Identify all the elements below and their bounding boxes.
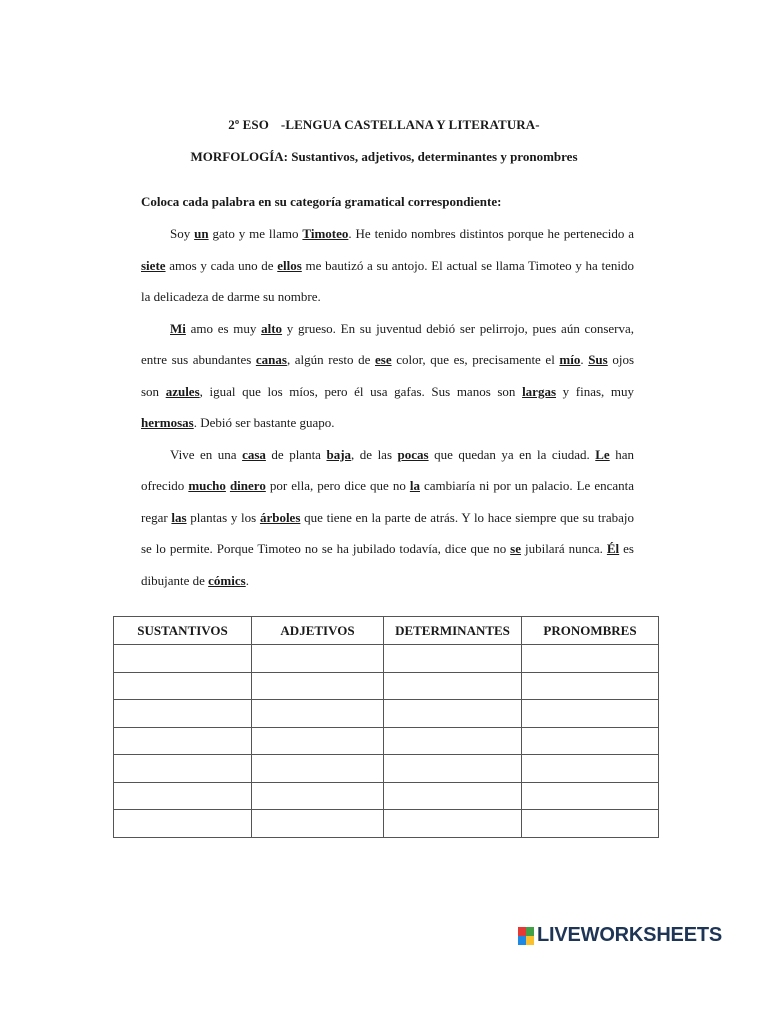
underlined-word: canas <box>255 352 287 367</box>
table-row <box>114 727 659 755</box>
underlined-word: siete <box>141 257 166 273</box>
course-level: 2º ESO <box>228 117 269 132</box>
underlined-word: largas <box>522 383 557 399</box>
table-cell[interactable] <box>252 755 384 783</box>
underlined-word: Timoteo <box>302 226 349 241</box>
underlined-word: Mi <box>170 320 186 336</box>
table-cell[interactable] <box>114 700 252 728</box>
paragraph-2: Mi amo es muy alto y grueso. En su juventud debió ser pelirrojo, pues aún conserva, entre sus abundantes canas, algún resto de ese color, que es, precisamente el mío. Sus ojos son azules, igual que los míos, pero él usa gafas. Sus manos son largas y finas, muy hermosas. Debió ser bastante guapo. <box>141 320 635 430</box>
liveworksheets-logo-icon <box>518 927 534 945</box>
underlined-word: cómics <box>208 572 246 588</box>
table-cell[interactable] <box>252 700 384 728</box>
underlined-word: un <box>194 226 209 241</box>
underlined-word: las <box>171 509 187 525</box>
table-cell[interactable] <box>522 810 659 838</box>
table-cell[interactable] <box>252 672 384 700</box>
table-cell[interactable] <box>384 727 522 755</box>
table-row <box>114 755 659 783</box>
paragraph-1: Soy un gato y me llamo Timoteo. He tenido nombres distintos porque he pertenecido a siete amos y cada uno de ellos me bautizó a su antojo. El actual se llama Timoteo y ha tenido la delicadeza de darme su nombre. <box>141 226 634 304</box>
table-cell[interactable] <box>252 645 384 673</box>
table-row <box>114 810 659 838</box>
page-title <box>0 117 768 133</box>
underlined-word: mucho <box>188 478 226 493</box>
table-cell[interactable] <box>114 727 252 755</box>
table-cell[interactable] <box>114 645 252 673</box>
column-header-determinantes: DETERMINANTES <box>384 617 522 645</box>
underlined-word: ese <box>374 352 392 367</box>
underlined-word: pocas <box>397 446 429 462</box>
underlined-word: azules <box>165 383 200 399</box>
column-header-sustantivos: SUSTANTIVOS <box>114 617 252 645</box>
subject-name: -LENGUA CASTELLANA Y LITERATURA- <box>280 117 540 132</box>
liveworksheets-logo <box>518 924 722 947</box>
logo-square <box>526 936 534 945</box>
table-cell[interactable] <box>522 700 659 728</box>
table-cell[interactable] <box>384 700 522 728</box>
table-cell[interactable] <box>522 645 659 673</box>
underlined-word: alto <box>261 320 283 336</box>
underlined-word: mío <box>559 352 581 367</box>
table-row <box>114 700 659 728</box>
underlined-word: árboles <box>259 509 301 525</box>
table-cell[interactable] <box>522 727 659 755</box>
table-cell[interactable] <box>252 727 384 755</box>
underlined-word: dinero <box>229 478 266 493</box>
underlined-word: se <box>510 541 522 556</box>
underlined-word: ellos <box>277 257 302 273</box>
classification-table <box>113 616 659 838</box>
exercise-instruction: Coloca cada palabra en su categoría gramatical correspondiente: <box>141 194 502 209</box>
table-header-row <box>114 617 659 645</box>
brand-name: LIVEWORKSHEETS <box>537 924 722 946</box>
table-cell[interactable] <box>252 810 384 838</box>
column-header-adjetivos: ADJETIVOS <box>252 617 384 645</box>
table-cell[interactable] <box>384 672 522 700</box>
table-cell[interactable] <box>384 782 522 810</box>
table-cell[interactable] <box>522 672 659 700</box>
table-row <box>114 672 659 700</box>
column-header-pronombres: PRONOMBRES <box>522 617 659 645</box>
reading-text <box>141 218 634 596</box>
table-cell[interactable] <box>384 810 522 838</box>
table-cell[interactable] <box>522 782 659 810</box>
page-subtitle: MORFOLOGÍA: Sustantivos, adjetivos, determinantes y pronombres <box>190 149 578 164</box>
table-cell[interactable] <box>114 755 252 783</box>
logo-square <box>526 927 534 936</box>
table-row <box>114 782 659 810</box>
table-cell[interactable] <box>114 782 252 810</box>
underlined-word: baja <box>326 446 352 462</box>
underlined-word: Sus <box>588 352 608 367</box>
table-cell[interactable] <box>114 810 252 838</box>
table-cell[interactable] <box>114 672 252 700</box>
table-cell[interactable] <box>522 755 659 783</box>
underlined-word: Él <box>606 541 620 556</box>
underlined-word: Le <box>595 446 610 462</box>
underlined-word: hermosas <box>141 415 194 430</box>
underlined-word: la <box>409 478 420 493</box>
table-row <box>114 645 659 673</box>
logo-square <box>518 927 526 936</box>
table-cell[interactable] <box>252 782 384 810</box>
underlined-word: casa <box>242 446 266 462</box>
table-cell[interactable] <box>384 645 522 673</box>
table-cell[interactable] <box>384 755 522 783</box>
paragraph-3: Vive en una casa de planta baja, de las pocas que quedan ya en la ciudad. Le han ofrecido mucho dinero por ella, pero dice que no la cambiaría ni por un palacio. Le encanta regar las plantas y los árboles que tiene en la parte de atrás. Y lo hace siempre que su trabajo se lo permite. Porque Timoteo no se ha jubilado todavía, dice que no se jubilará nunca. Él es dibujante de cómics. <box>141 446 635 588</box>
logo-square <box>518 936 526 945</box>
